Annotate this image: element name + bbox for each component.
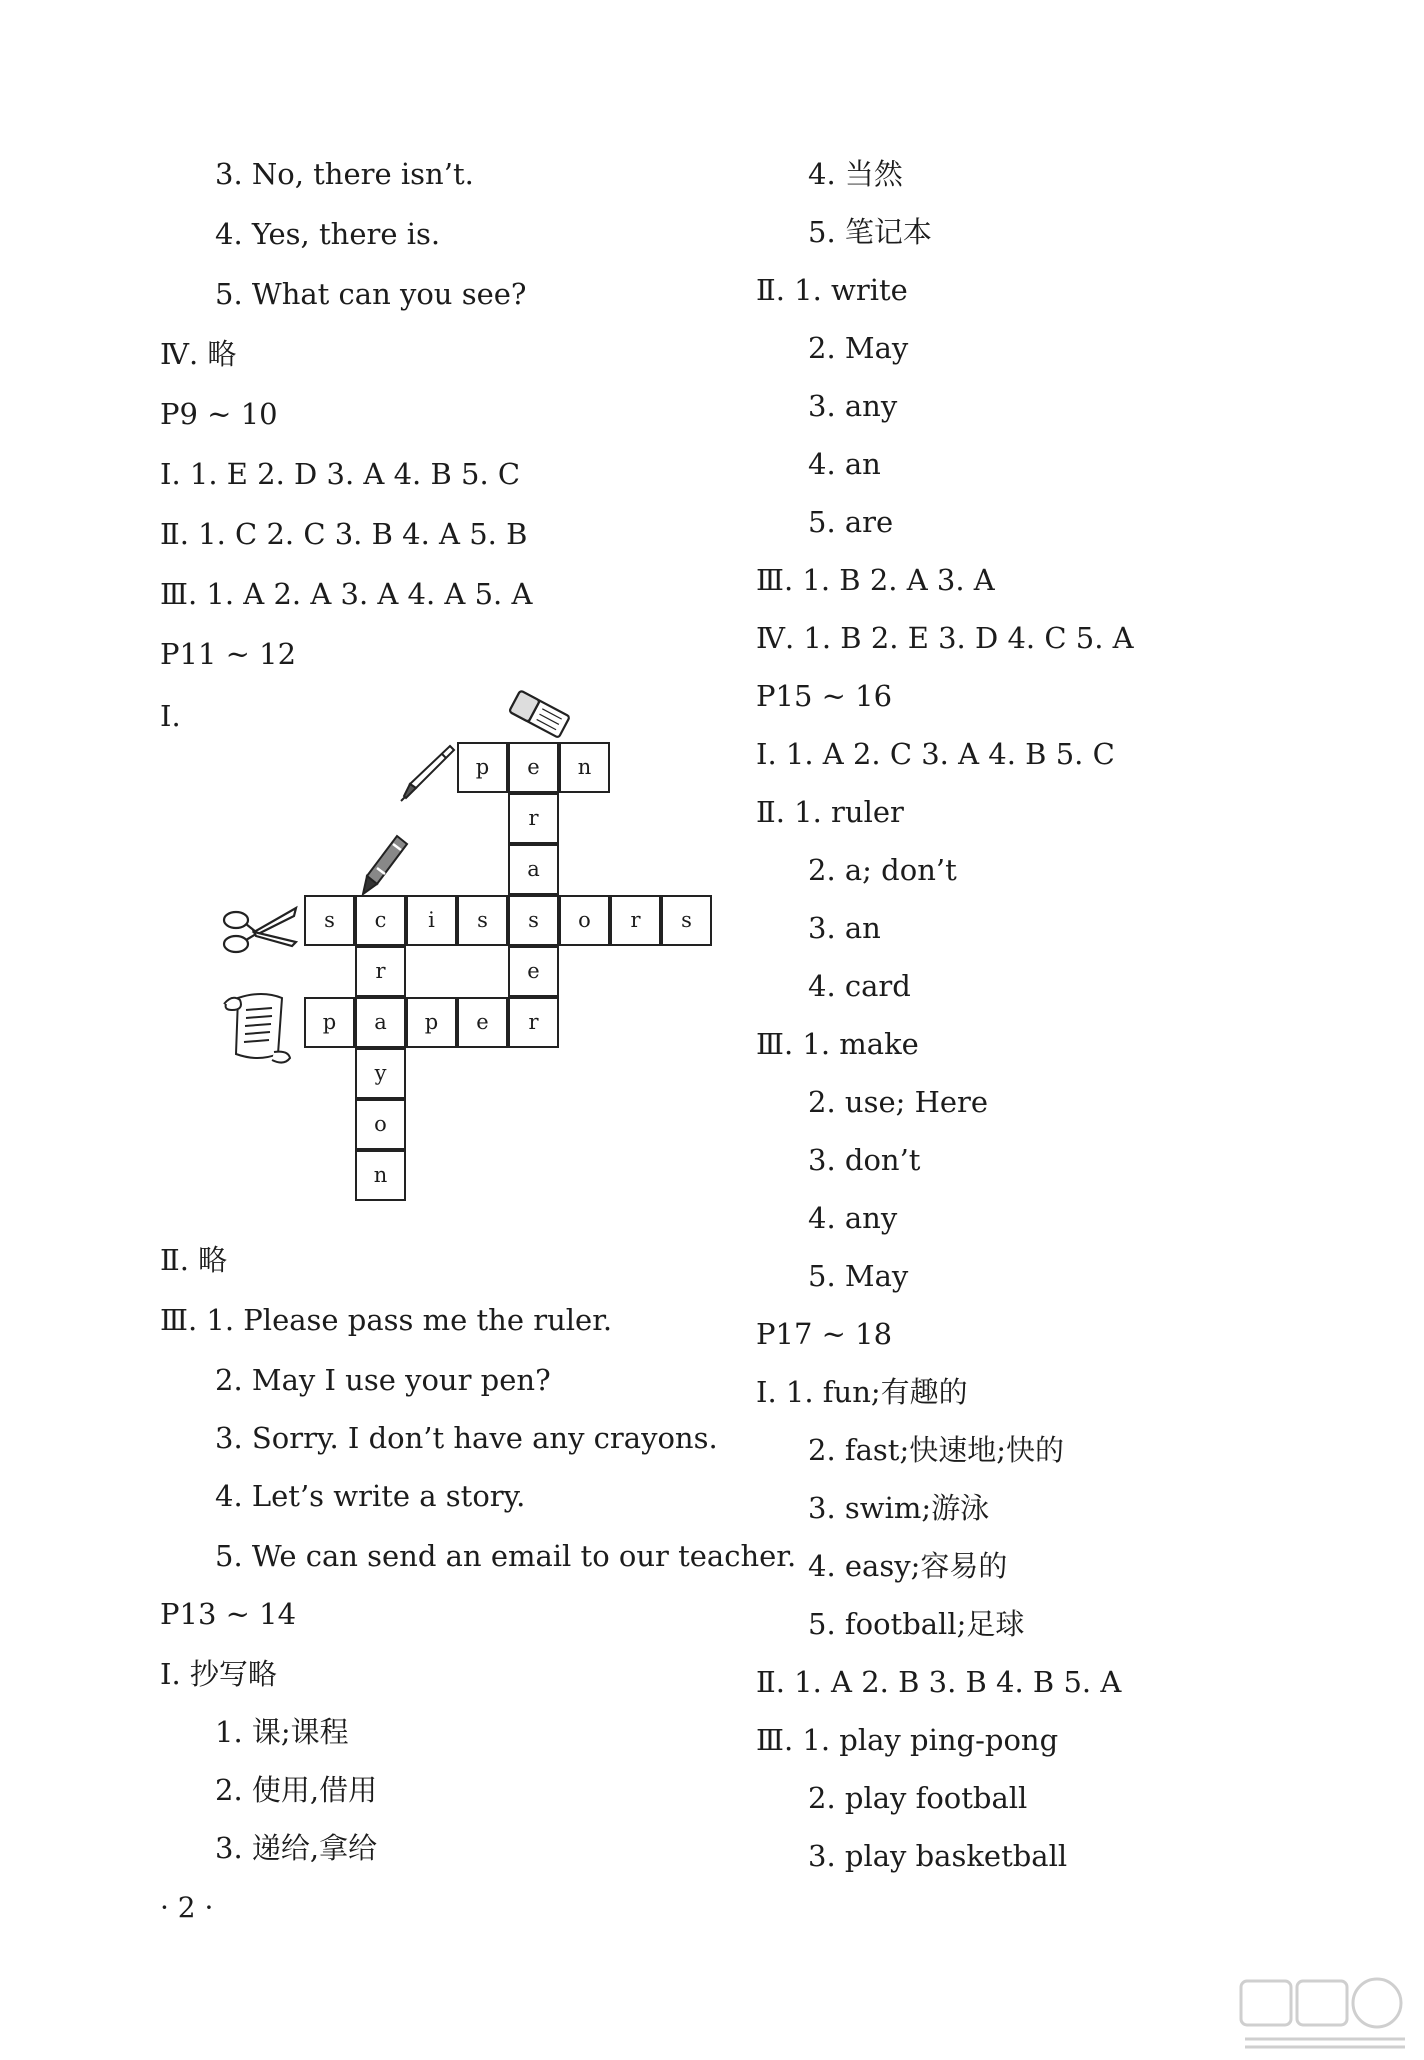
section-line: Ⅳ. 略 <box>160 337 237 371</box>
answer-line: 2. May I use your pen? <box>215 1363 551 1397</box>
page-range-heading: P15 ~ 16 <box>756 679 893 713</box>
crossword-cell: r <box>610 895 661 946</box>
answer-line: 3. any <box>808 389 898 423</box>
answer-line: 5. football;足球 <box>808 1607 1025 1641</box>
section-line: Ⅰ. 1. fun;有趣的 <box>756 1375 968 1409</box>
answer-line: 2. a; don’t <box>808 853 957 887</box>
pen-icon <box>398 740 456 802</box>
scissors-icon <box>220 902 298 960</box>
answer-line: Ⅳ. 1. B 2. E 3. D 4. C 5. A <box>756 621 1134 655</box>
section-line: Ⅰ. <box>160 699 181 733</box>
page-range-heading: P11 ~ 12 <box>160 637 297 671</box>
answer-line: 5. May <box>808 1259 909 1293</box>
answer-line: 4. 当然 <box>808 157 903 191</box>
crossword-cell: p <box>304 997 355 1048</box>
crossword-cell: a <box>355 997 406 1048</box>
crossword-cell: p <box>457 742 508 793</box>
answer-line: Ⅲ. 1. A 2. A 3. A 4. A 5. A <box>160 577 533 611</box>
crossword-cell: y <box>355 1048 406 1099</box>
crossword-cell: o <box>355 1099 406 1150</box>
answer-line: 4. any <box>808 1201 898 1235</box>
crossword-cell: a <box>508 844 559 895</box>
answer-line: 3. 递给,拿给 <box>215 1831 378 1865</box>
answer-line: 2. fast;快速地;快的 <box>808 1433 1064 1467</box>
answer-line: 4. Let’s write a story. <box>215 1479 526 1513</box>
answer-line: 2. 使用,借用 <box>215 1773 378 1807</box>
crossword-cell: p <box>406 997 457 1048</box>
section-line: Ⅱ. 略 <box>160 1243 228 1277</box>
page-number: · 2 · <box>160 1891 214 1924</box>
answer-line: Ⅲ. 1. B 2. A 3. A <box>756 563 995 597</box>
eraser-icon <box>505 688 573 742</box>
crossword-cell: i <box>406 895 457 946</box>
answer-line: 3. play basketball <box>808 1839 1068 1873</box>
crossword-cell: n <box>559 742 610 793</box>
answer-line: 2. May <box>808 331 909 365</box>
section-line: Ⅲ. 1. make <box>756 1027 919 1061</box>
answer-line: 3. don’t <box>808 1143 921 1177</box>
answer-line: Ⅲ. 1. Please pass me the ruler. <box>160 1303 613 1337</box>
answer-line: 5. are <box>808 505 894 539</box>
answer-line: 4. easy;容易的 <box>808 1549 1008 1583</box>
crossword-cell: c <box>355 895 406 946</box>
crossword-cell: n <box>355 1150 406 1201</box>
answer-line: 5. We can send an email to our teacher. <box>215 1539 797 1573</box>
answer-line: 4. an <box>808 447 881 481</box>
answer-line: 3. Sorry. I don’t have any crayons. <box>215 1421 718 1455</box>
section-line: Ⅰ. 抄写略 <box>160 1657 277 1691</box>
crossword-cell: s <box>508 895 559 946</box>
crossword-cell: e <box>508 946 559 997</box>
answer-line: 2. use; Here <box>808 1085 989 1119</box>
crossword-cell: r <box>508 793 559 844</box>
answer-line: Ⅱ. 1. A 2. B 3. B 4. B 5. A <box>756 1665 1122 1699</box>
answer-line: Ⅰ. 1. E 2. D 3. A 4. B 5. C <box>160 457 521 491</box>
answer-line: 4. Yes, there is. <box>215 217 441 251</box>
answer-line: Ⅰ. 1. A 2. C 3. A 4. B 5. C <box>756 737 1115 771</box>
crossword-cell: e <box>508 742 559 793</box>
crossword-cell: s <box>661 895 712 946</box>
crossword-cell: o <box>559 895 610 946</box>
page-range-heading: P13 ~ 14 <box>160 1597 297 1631</box>
section-line: Ⅱ. 1. write <box>756 273 908 307</box>
section-line: Ⅲ. 1. play ping-pong <box>756 1723 1059 1757</box>
paper-icon <box>218 990 298 1066</box>
answer-line: 5. 笔记本 <box>808 215 932 249</box>
watermark-logo <box>1235 1975 1415 2055</box>
crayon-icon <box>355 832 411 898</box>
crossword-cell: e <box>457 997 508 1048</box>
page-range-heading: P9 ~ 10 <box>160 397 278 431</box>
crossword-cell: s <box>304 895 355 946</box>
answer-line: 5. What can you see? <box>215 277 527 311</box>
answer-line: 1. 课;课程 <box>215 1715 349 1749</box>
answer-line: 3. No, there isn’t. <box>215 157 474 191</box>
crossword-cell: s <box>457 895 508 946</box>
page-range-heading: P17 ~ 18 <box>756 1317 893 1351</box>
crossword-cell: r <box>355 946 406 997</box>
answer-line: 3. an <box>808 911 881 945</box>
section-line: Ⅱ. 1. ruler <box>756 795 904 829</box>
answer-line: 3. swim;游泳 <box>808 1491 990 1525</box>
answer-line: 2. play football <box>808 1781 1028 1815</box>
answer-line: 4. card <box>808 969 911 1003</box>
crossword-cell: r <box>508 997 559 1048</box>
answer-line: Ⅱ. 1. C 2. C 3. B 4. A 5. B <box>160 517 528 551</box>
